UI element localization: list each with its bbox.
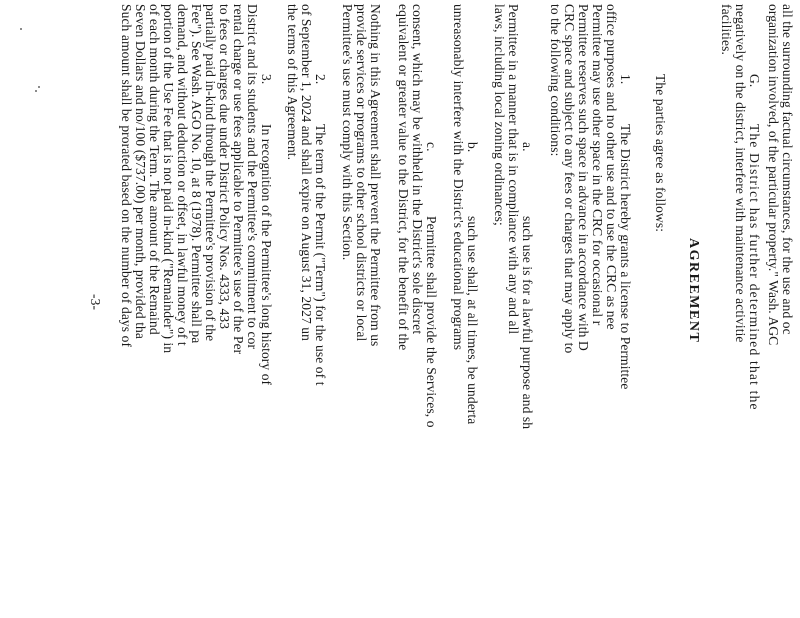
text-line: such use shall, at all times, be underta — [465, 216, 480, 425]
text-line: The District hereby grants a license to Permittee — [618, 124, 633, 390]
text-line: negatively on the district, interfere with maintenance activitie — [733, 4, 748, 343]
text-line: unreasonably interfere with the District's educational programs — [451, 4, 466, 351]
text-line: the terms of this Agreement. — [285, 4, 300, 161]
text-line: Permittee may use other space in the CRC for occasional r — [590, 4, 605, 326]
text-line: Such amount shall be prorated based on the number of days of — [119, 4, 134, 348]
section-g-text: The District has further determined that the — [747, 124, 762, 411]
text-line: to the following conditions: — [548, 4, 563, 157]
text-line: Permittee shall provide the Services, o — [424, 216, 439, 428]
text-line: The term of the Permit ("Term") for the use of t — [313, 124, 328, 386]
section-3-number: 3. — [259, 74, 274, 85]
text-line: Permittee in a manner that is in compliance with any and all — [506, 4, 521, 335]
scan-speck — [20, 28, 22, 30]
scan-speck — [38, 86, 40, 88]
text-line: office purposes and no other use and to use the CRC as nee — [604, 4, 619, 330]
text-line: laws, including local zoning ordinances; — [492, 4, 507, 226]
text-line: facilities. — [719, 4, 734, 55]
text-line: Permittee's use must comply with this Section. — [340, 4, 355, 261]
text-line: equivalent or greater value to the District, for the benefit of the — [396, 4, 411, 351]
text-line: District and its students and the Permittee's commitment to cor — [245, 4, 260, 350]
section-2-number: 2. — [313, 74, 328, 85]
scan-speck — [35, 90, 37, 92]
condition-c-label: c. — [424, 142, 439, 152]
text-line: portion of the Use Fee that is not paid in-kind ("Remainder") in — [161, 4, 176, 354]
text-line: Nothing in this Agreement shall prevent the Permittee from us — [368, 4, 383, 347]
intro-line: The parties agree as follows: — [653, 74, 668, 233]
text-line: CRC space and subject to any fees or charges that may apply to — [562, 4, 577, 354]
section-g-label: G. — [747, 74, 762, 88]
condition-a-label: a. — [520, 142, 535, 152]
text-line: rental charge or use fees applicable to Permittee's use of the Per — [231, 4, 246, 355]
agreement-heading: AGREEMENT — [686, 238, 701, 344]
text-line: such use is for a lawful purpose and sh — [520, 216, 535, 430]
text-line: provide services or programs to other school districts or local — [354, 4, 369, 342]
text-line: to fees or charges due under District Policy Nos. 4333, 433 — [217, 4, 232, 330]
text-line: demand, and without deduction or offset, in lawful money of t — [175, 4, 190, 346]
page-number: -3- — [88, 294, 103, 311]
text-line: Seven Dollars and no/100 ($737.00) per month, provided tha — [133, 4, 148, 339]
text-line: of September 1, 2024 and shall expire on August 31, 2027 un — [299, 4, 314, 341]
text-line: In recognition of the Permittee's long history of — [259, 124, 274, 386]
condition-b-label: b. — [465, 142, 480, 153]
text-line: partially paid in-kind through the Permittee's provision of the — [203, 4, 218, 342]
text-line: of each month during the Term. The amount of the Remaind — [147, 4, 162, 335]
section-1-number: 1. — [618, 74, 633, 85]
text-line: Permittee reserves such space in advance in accordance with D — [576, 4, 591, 351]
text-line: Fee"). See Wash. AGO No. 10, at 8 (1978). Permittee shall pa — [189, 4, 204, 344]
text-line: all the surrounding factual circumstances, for the use and oc — [780, 4, 795, 335]
text-line: consent, which may be withheld in the District's sole discret — [410, 4, 425, 335]
text-line: organization involved, of the particular property." Wash. AGC — [766, 4, 781, 346]
